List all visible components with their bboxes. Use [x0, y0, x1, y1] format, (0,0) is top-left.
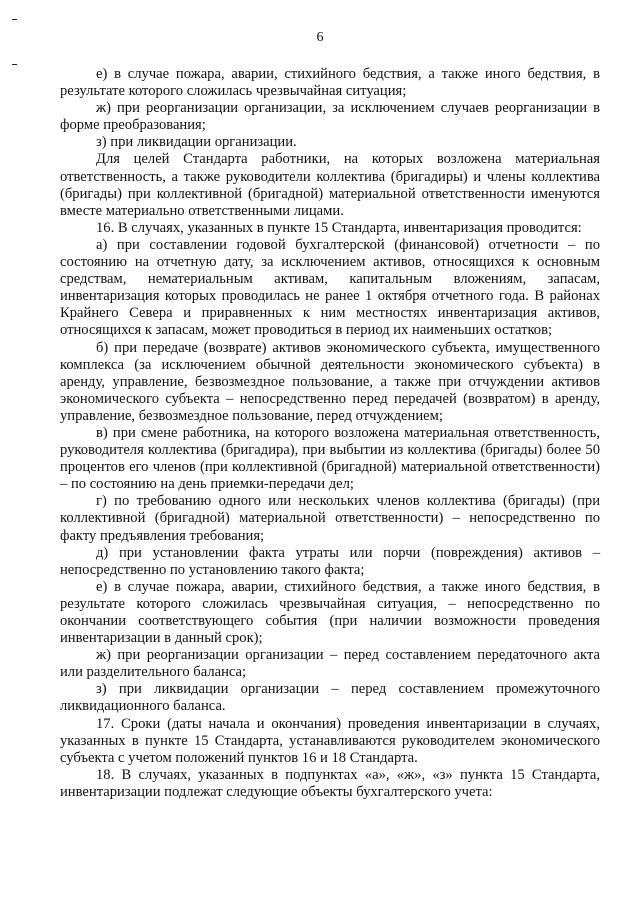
paragraph: в) при смене работника, на которого возложена материальная ответственность, руководителя коллектива (бригадира), при выбытии из коллектива (бригады) более 50 процентов его членов (при коллективной (бригадной) материальной ответственности) – по состоянию на день приемки-передачи дел;	[60, 424, 600, 493]
paragraph: г) по требованию одного или нескольких членов коллектива (бригады) (при коллективной (бригадной) материальной ответственности) – непосредственно по факту предъявления требования;	[60, 493, 600, 544]
scan-margin-mark	[12, 64, 17, 65]
paragraph: 17. Сроки (даты начала и окончания) проведения инвентаризации в случаях, указанных в пункте 15 Стандарта, устанавливаются руководителем экономического субъекта с учетом положений пунктов 16 и 18 Стандарта.	[60, 715, 600, 766]
paragraph: з) при ликвидации организации.	[96, 134, 297, 151]
paragraph: Для целей Стандарта работники, на которых возложена материальная ответственность, а также руководители коллектива (бригадиры) и члены коллектива (бригады) при коллективной (бригадной) материальной ответственности именуются вместе материально ответственными лицами.	[60, 151, 600, 219]
paragraph: ж) при реорганизации организации, за исключением случаев реорганизации в форме преобразования;	[60, 100, 600, 134]
scan-margin-mark	[12, 19, 17, 20]
paragraph: а) при составлении годовой бухгалтерской (финансовой) отчетности – по состоянию на отчетную дату, за исключением активов, относящихся к основным средствам, нематериальным активам, капитальным вложениям, запасам, инвентаризация которых проводилась не ранее 1 октября отчетного года. В районах Крайнего Севера и приравненных к ним местностях инвентаризация активов, относящихся к запасам, может проводиться в период их наименьших остатков;	[60, 236, 600, 339]
paragraph: з) при ликвидации организации – перед составлением промежуточного ликвидационного баланса.	[60, 681, 600, 715]
page-number: 6	[316, 30, 324, 45]
paragraph: д) при установлении факта утраты или порчи (повреждения) активов – непосредственно по установлению такого факта;	[60, 544, 600, 578]
document-body	[60, 66, 600, 801]
paragraph: 18. В случаях, указанных в подпунктах «а», «ж», «з» пункта 15 Стандарта, инвентаризации подлежат следующие объекты бухгалтерского учета:	[60, 766, 600, 800]
paragraph: е) в случае пожара, аварии, стихийного бедствия, а также иного бедствия, в результате которого сложилась чрезвычайная ситуация;	[60, 66, 600, 100]
paragraph: б) при передаче (возврате) активов экономического субъекта, имущественного комплекса (за исключением обычной деятельности экономического субъекта) в аренду, управление, безвозмездное пользование, а также при отчуждении активов экономического субъекта – непосредственно перед передачей (возвратом) в аренду, управление, безвозмездное пользование, перед отчуждением;	[60, 339, 600, 424]
paragraph: 16. В случаях, указанных в пункте 15 Стандарта, инвентаризация проводится:	[96, 219, 582, 236]
paragraph: ж) при реорганизации организации – перед составлением передаточного акта или разделительного баланса;	[60, 647, 600, 681]
paragraph: е) в случае пожара, аварии, стихийного бедствия, а также иного бедствия, в результате которого сложилась чрезвычайная ситуация, – непосредственно по окончании соответствующего события (при наличии возможности проведения инвентаризации в данный срок);	[60, 578, 600, 647]
